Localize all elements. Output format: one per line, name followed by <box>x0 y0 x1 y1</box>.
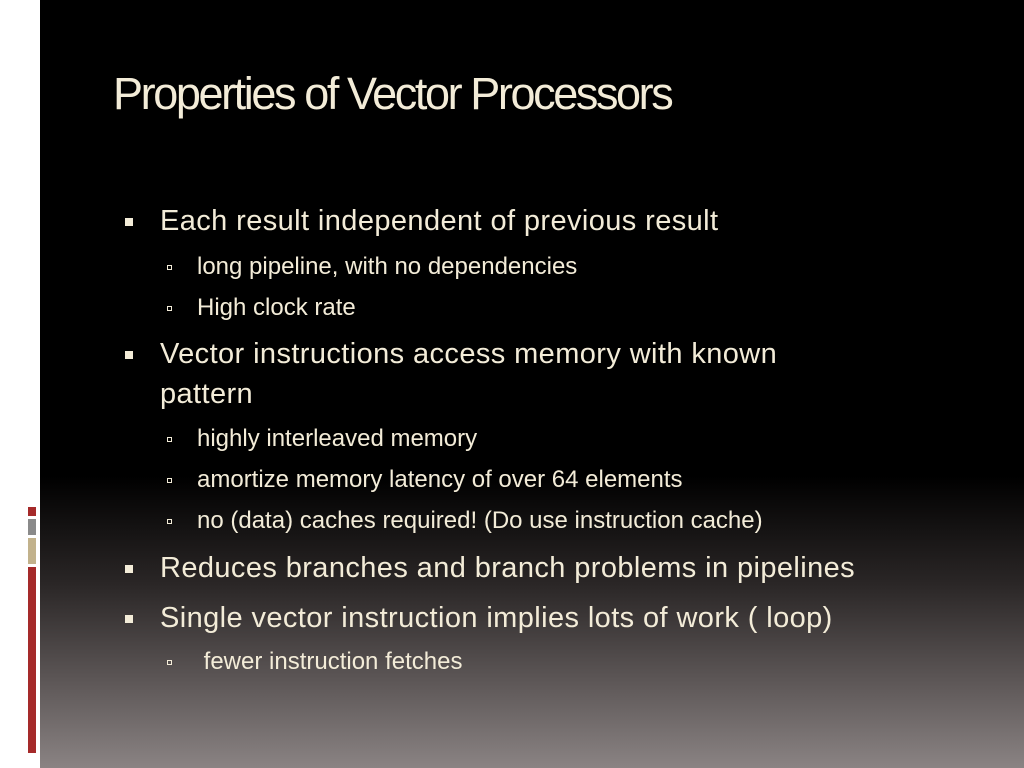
hollow-square-bullet-icon <box>167 265 172 270</box>
bullet-item: Single vector instruction implies lots of work ( loop) <box>160 602 833 634</box>
sub-bullet-item: High clock rate <box>197 294 356 321</box>
sub-bullet-item: highly interleaved memory <box>197 425 478 452</box>
sub-bullet-item: amortize memory latency of over 64 elements <box>197 466 683 493</box>
hollow-square-bullet-icon <box>167 478 172 483</box>
bullet-item: Reduces branches and branch problems in pipelines <box>160 552 856 584</box>
bullet-item: Each result independent of previous result <box>160 205 719 237</box>
sub-bullet-item: no (data) caches required! (Do use instruction cache) <box>197 507 763 534</box>
filled-square-bullet-icon <box>125 351 133 359</box>
hollow-square-bullet-icon <box>167 660 172 665</box>
filled-square-bullet-icon <box>125 565 133 573</box>
sub-bullet-item: fewer instruction fetches <box>197 648 463 675</box>
filled-square-bullet-icon <box>125 615 133 623</box>
hollow-square-bullet-icon <box>167 519 172 524</box>
hollow-square-bullet-icon <box>167 306 172 311</box>
bullet-item-continuation: pattern <box>160 378 254 410</box>
hollow-square-bullet-icon <box>167 437 172 442</box>
filled-square-bullet-icon <box>125 218 133 226</box>
slide-title: Properties of Vector Processors <box>113 68 672 119</box>
bullet-item: Vector instructions access memory with known <box>160 338 778 370</box>
sub-bullet-item: long pipeline, with no dependencies <box>197 253 578 280</box>
